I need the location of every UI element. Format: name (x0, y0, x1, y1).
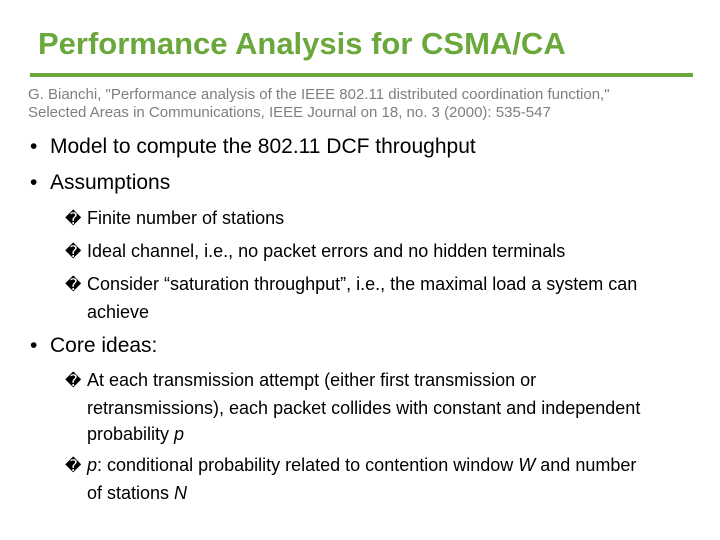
sub-bullet-marker: � (65, 277, 82, 294)
bullet-text: Core ideas: (50, 334, 158, 357)
sub-bullet-marker: � (65, 244, 82, 261)
sub-bullet-marker: � (65, 458, 82, 475)
bullet-dot: • (30, 334, 38, 357)
slide-title: Performance Analysis for CSMA/CA (38, 26, 566, 61)
title-underline (30, 73, 693, 77)
sub-bullet-ideal-channel: � Ideal channel, i.e., no packet errors and no hidden terminals (65, 238, 710, 266)
bullet-text: Model to compute the 802.11 DCF throughput (50, 135, 476, 158)
bullet-dot: • (30, 171, 38, 194)
citation-line-2: Selected Areas in Communications, IEEE Journal on 18, no. 3 (2000): 535-547 (28, 104, 551, 121)
sub-bullet-conditional-probability: � p: conditional probability related to contention window W and number of stations N (65, 455, 637, 503)
sub-bullet-saturation: � Consider “saturation throughput”, i.e., the maximal load a system can achieve (65, 274, 638, 322)
sub-bullet-transmission-attempt: � At each transmission attempt (either first transmission or retransmissions), each packet collides with constant and independent probability p (65, 370, 641, 444)
sub-bullet-finite-stations: � Finite number of stations (65, 205, 710, 233)
citation-line-1: G. Bianchi, "Performance analysis of the IEEE 802.11 distributed coordination function," (28, 86, 610, 103)
bullet-dot: • (30, 135, 38, 158)
sub-bullet-marker: � (65, 211, 82, 228)
citation (28, 86, 708, 122)
sub-bullet-marker: � (65, 373, 82, 390)
bullet-model (30, 135, 476, 159)
bullet-core-ideas (30, 334, 157, 358)
bullet-text: Assumptions (50, 171, 171, 194)
bullet-assumptions (30, 171, 170, 195)
